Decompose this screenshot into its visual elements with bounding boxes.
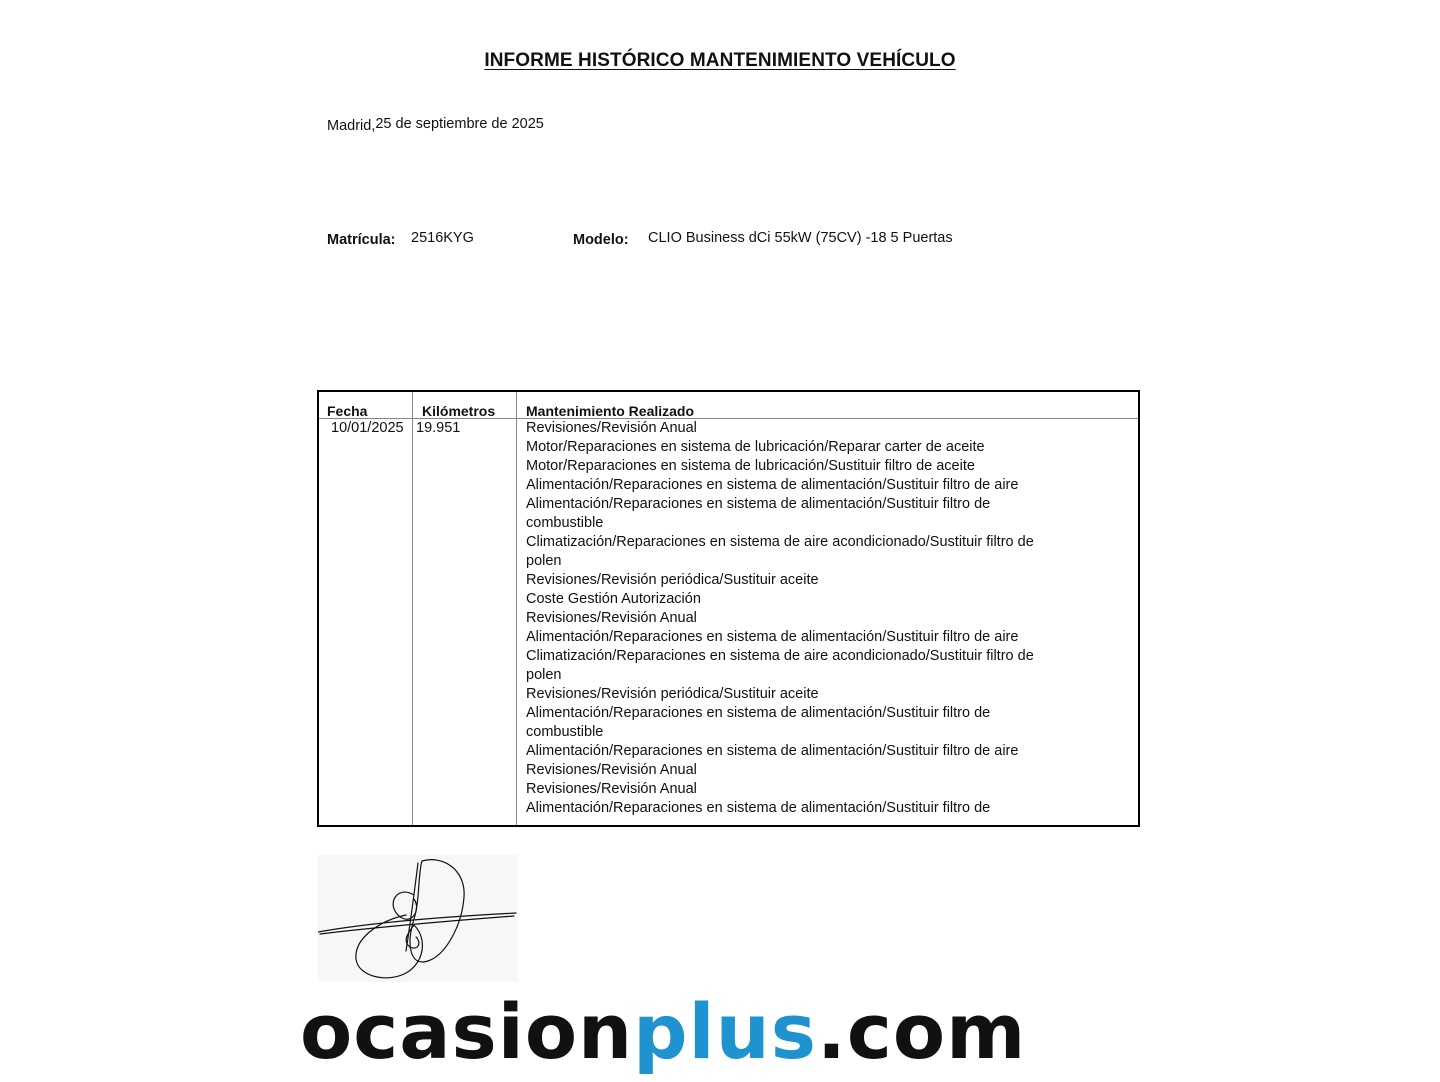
maintenance-item: Climatización/Reparaciones en sistema de aire acondicionado/Sustituir filtro de <box>526 534 1034 550</box>
maintenance-item: Revisiones/Revisión Anual <box>526 762 697 778</box>
row-km: 19.951 <box>416 420 461 436</box>
maintenance-table <box>317 390 1140 827</box>
maintenance-item: Motor/Reparaciones en sistema de lubricación/Reparar carter de aceite <box>526 439 985 455</box>
logo-part-com: .com <box>816 987 1027 1076</box>
maintenance-item: Alimentación/Reparaciones en sistema de alimentación/Sustituir filtro de aire <box>526 743 1019 759</box>
column-divider <box>516 392 517 825</box>
row-maintenance-list <box>526 419 1046 818</box>
row-date: 10/01/2025 <box>331 420 404 436</box>
document-date-line <box>327 116 544 132</box>
maintenance-item: Revisiones/Revisión Anual <box>526 610 697 626</box>
maintenance-item: Revisiones/Revisión Anual <box>526 781 697 797</box>
signature-icon <box>318 855 518 982</box>
maintenance-item: Alimentación/Reparaciones en sistema de alimentación/Sustituir filtro de aire <box>526 477 1019 493</box>
plate-value: 2516KYG <box>411 230 474 246</box>
document-city: Madrid, <box>327 118 376 134</box>
maintenance-item: Alimentación/Reparaciones en sistema de alimentación/Sustituir filtro de <box>526 705 991 721</box>
header-maintenance: Mantenimiento Realizado <box>526 403 695 419</box>
maintenance-item: Revisiones/Revisión periódica/Sustituir aceite <box>526 572 819 588</box>
maintenance-item: combustible <box>526 515 604 531</box>
maintenance-item: Revisiones/Revisión Anual <box>526 420 697 436</box>
document-title: INFORME HISTÓRICO MANTENIMIENTO VEHÍCULO <box>484 50 956 71</box>
model-label: Modelo: <box>573 232 629 248</box>
logo-part-plus: plus <box>633 987 817 1076</box>
plate-label: Matrícula: <box>327 232 396 248</box>
column-divider <box>412 392 413 825</box>
maintenance-item: polen <box>526 553 562 569</box>
logo-part-ocasion: ocasion <box>300 987 634 1076</box>
maintenance-item: combustible <box>526 724 604 740</box>
ocasionplus-logo <box>300 982 1145 1082</box>
maintenance-item: Alimentación/Reparaciones en sistema de alimentación/Sustituir filtro de <box>526 496 991 512</box>
header-km: Kilómetros <box>422 403 496 419</box>
maintenance-item: polen <box>526 667 562 683</box>
maintenance-item: Alimentación/Reparaciones en sistema de alimentación/Sustituir filtro de aire <box>526 629 1019 645</box>
maintenance-item: Revisiones/Revisión periódica/Sustituir aceite <box>526 686 819 702</box>
maintenance-item: Motor/Reparaciones en sistema de lubricación/Sustituir filtro de aceite <box>526 458 975 474</box>
model-value: CLIO Business dCi 55kW (75CV) -18 5 Puertas <box>648 230 953 246</box>
maintenance-item: Climatización/Reparaciones en sistema de aire acondicionado/Sustituir filtro de <box>526 648 1034 664</box>
maintenance-item: Alimentación/Reparaciones en sistema de alimentación/Sustituir filtro de <box>526 800 991 816</box>
header-date: Fecha <box>327 403 368 419</box>
document-date: 25 de septiembre de 2025 <box>375 116 544 132</box>
maintenance-item: Coste Gestión Autorización <box>526 591 701 607</box>
